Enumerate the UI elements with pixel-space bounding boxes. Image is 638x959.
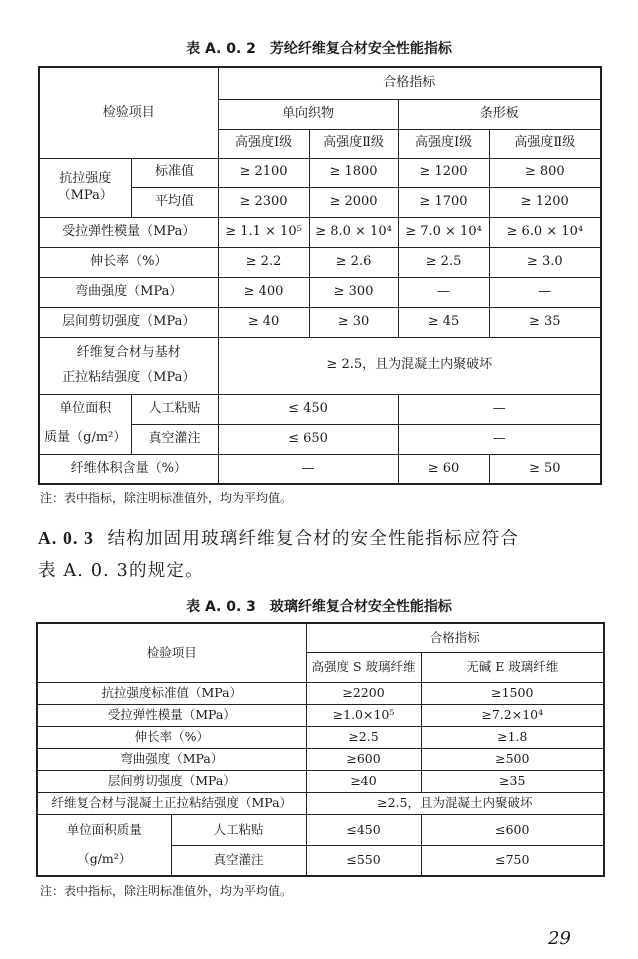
avg-label: 平均值: [131, 187, 218, 217]
shear-label: 层间剪切强度（MPa）: [39, 307, 218, 337]
grade-header: 高强度Ⅰ级: [218, 129, 309, 158]
bond-value: ≥ 2.5，且为混凝土内聚破坏: [218, 337, 601, 394]
cell: ≥ 1800: [309, 158, 398, 187]
item-header: 检验项目: [37, 623, 306, 682]
table-a03-title: 表 A. 0. 3 玻璃纤维复合材安全性能指标: [186, 599, 452, 615]
table-a02: [38, 66, 602, 485]
cell: ≥ 7.0 × 10⁴: [398, 217, 489, 247]
cell: ≥1500: [421, 682, 604, 704]
table-a03: [36, 622, 605, 877]
cell: ≥40: [306, 770, 421, 792]
cell: ≥ 2.2: [218, 247, 309, 277]
group-unidirectional: 单向织物: [218, 99, 398, 129]
cell: ≥ 1200: [489, 187, 601, 217]
vacuum-label: 真空灌注: [171, 845, 306, 876]
modulus-label: 受拉弹性模量（MPa）: [39, 217, 218, 247]
row-label: 伸长率（%）: [37, 726, 306, 748]
flexural-label: 弯曲强度（MPa）: [39, 277, 218, 307]
mass-label: 单位面积 质量（g/m²）: [39, 394, 131, 454]
group-strip: 条形板: [398, 99, 601, 129]
col-e-glass: 无碱 E 玻璃纤维: [421, 652, 604, 682]
cell: ≥ 8.0 × 10⁴: [309, 217, 398, 247]
qual-header: 合格指标: [306, 623, 604, 652]
cell: ≥ 1.1 × 10⁵: [218, 217, 309, 247]
section-a03-line2: 表 A. 0. 3的规定。: [38, 561, 204, 581]
item-header: 检验项目: [39, 67, 218, 158]
cell: —: [489, 277, 601, 307]
row-label: 受拉弹性模量（MPa）: [37, 704, 306, 726]
cell: ≥1.0×10⁵: [306, 704, 421, 726]
cell: ≤750: [421, 845, 604, 876]
volume-label: 纤维体积含量（%）: [39, 454, 218, 484]
qual-header: 合格指标: [218, 67, 601, 99]
grade-header: 高强度Ⅱ级: [489, 129, 601, 158]
cell: ≥ 40: [218, 307, 309, 337]
cell: ≥ 50: [489, 454, 601, 484]
cell: ≥ 1200: [398, 158, 489, 187]
cell: ≥ 400: [218, 277, 309, 307]
cell: ≤450: [306, 814, 421, 845]
cell: —: [398, 424, 601, 454]
grade-header: 高强度Ⅰ级: [398, 129, 489, 158]
cell: ≤600: [421, 814, 604, 845]
grade-header: 高强度Ⅱ级: [309, 129, 398, 158]
bond-label: 纤维复合材与基材 正拉粘结强度（MPa）: [39, 337, 218, 394]
cell: ≥ 3.0: [489, 247, 601, 277]
cell: —: [218, 454, 398, 484]
cell: ≥ 1700: [398, 187, 489, 217]
section-a03: [38, 525, 519, 550]
cell: ≥ 6.0 × 10⁴: [489, 217, 601, 247]
bond-value: ≥2.5，且为混凝土内聚破坏: [306, 792, 604, 814]
section-text: 结构加固用玻璃纤维复合材的安全性能指标应符合: [107, 529, 519, 549]
vacuum-label: 真空灌注: [131, 424, 218, 454]
table-a02-note: 注：表中指标，除注明标准值外，均为平均值。: [40, 491, 293, 505]
section-number: A. 0. 3: [38, 528, 95, 548]
row-label: 层间剪切强度（MPa）: [37, 770, 306, 792]
manual-label: 人工粘贴: [171, 814, 306, 845]
cell: ≥7.2×10⁴: [421, 704, 604, 726]
row-label: 弯曲强度（MPa）: [37, 748, 306, 770]
cell: ≥ 30: [309, 307, 398, 337]
cell: ≥1.8: [421, 726, 604, 748]
cell: ≥ 2000: [309, 187, 398, 217]
table-a02-title: 表 A. 0. 2 芳纶纤维复合材安全性能指标: [186, 41, 452, 57]
cell: ≥600: [306, 748, 421, 770]
manual-label: 人工粘贴: [131, 394, 218, 424]
cell: ≥ 35: [489, 307, 601, 337]
cell: ≥ 300: [309, 277, 398, 307]
cell: ≥ 2.6: [309, 247, 398, 277]
tensile-label: 抗拉强度 （MPa）: [39, 158, 131, 217]
table-a03-note: 注：表中指标，除注明标准值外，均为平均值。: [40, 884, 293, 898]
cell: ≥ 2300: [218, 187, 309, 217]
col-s-glass: 高强度 S 玻璃纤维: [306, 652, 421, 682]
std-label: 标准值: [131, 158, 218, 187]
cell: ≤550: [306, 845, 421, 876]
cell: ≥ 60: [398, 454, 489, 484]
bond-label: 纤维复合材与混凝土正拉粘结强度（MPa）: [37, 792, 306, 814]
cell: ≥ 45: [398, 307, 489, 337]
cell: —: [398, 394, 601, 424]
cell: ≤ 450: [218, 394, 398, 424]
cell: ≥500: [421, 748, 604, 770]
cell: ≥ 800: [489, 158, 601, 187]
row-label: 抗拉强度标准值（MPa）: [37, 682, 306, 704]
cell: ≥2200: [306, 682, 421, 704]
cell: ≥ 2.5: [398, 247, 489, 277]
cell: ≥ 2100: [218, 158, 309, 187]
page-number: 29: [548, 928, 571, 949]
cell: —: [398, 277, 489, 307]
cell: ≤ 650: [218, 424, 398, 454]
mass-label: 单位面积质量 （g/m²）: [37, 814, 171, 876]
cell: ≥2.5: [306, 726, 421, 748]
cell: ≥35: [421, 770, 604, 792]
elongation-label: 伸长率（%）: [39, 247, 218, 277]
